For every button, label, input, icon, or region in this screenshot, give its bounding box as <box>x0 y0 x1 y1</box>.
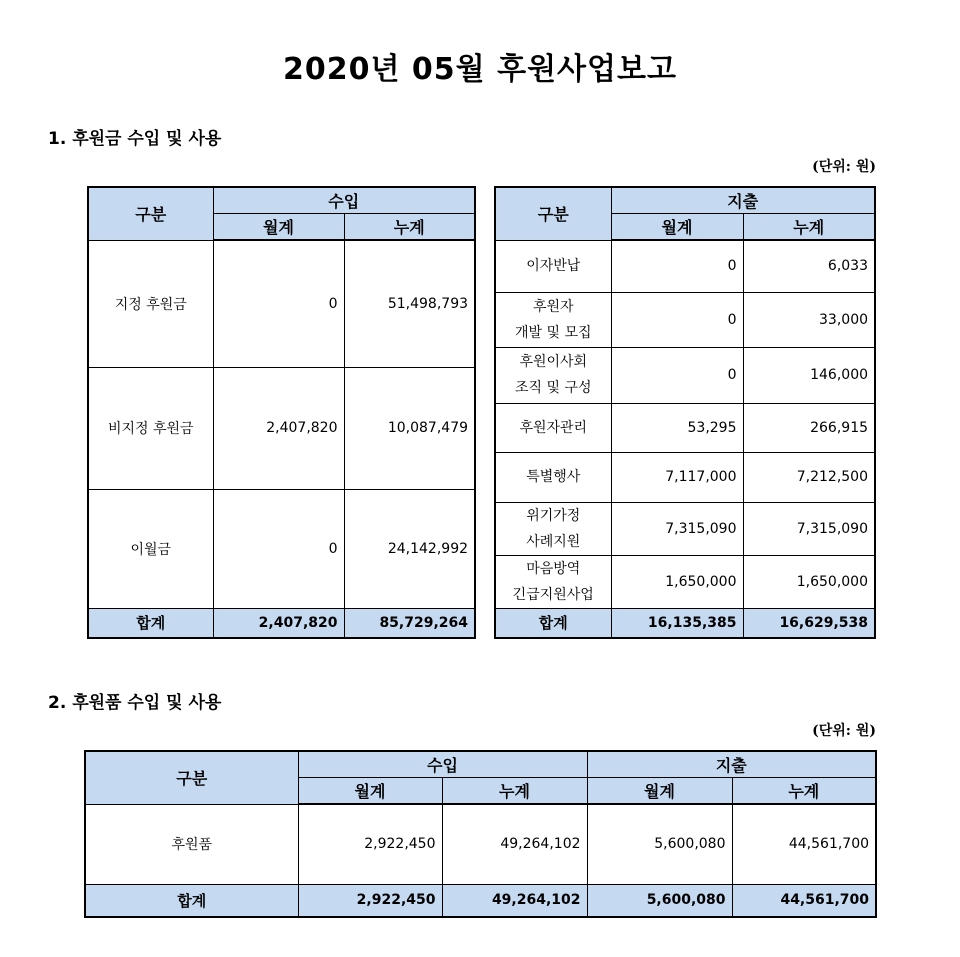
cumulative-value: 7,315,090 <box>743 502 875 555</box>
donated-goods-table <box>84 750 877 918</box>
donation-expense-table <box>494 186 876 639</box>
month-value: 1,650,000 <box>611 555 743 608</box>
section-2-heading: 2. 후원품 수입 및 사용 <box>48 693 222 713</box>
month-value: 7,315,090 <box>611 502 743 555</box>
header-cumulative: 누계 <box>743 213 875 240</box>
header-month: 월계 <box>611 213 743 240</box>
table-row <box>495 347 875 403</box>
total-expense-month: 5,600,080 <box>587 884 732 917</box>
month-value: 2,407,820 <box>213 367 344 489</box>
cumulative-value: 146,000 <box>743 347 875 403</box>
header-income-month: 월계 <box>298 777 442 804</box>
row-label: 후원자 개발 및 모집 <box>495 292 611 347</box>
row-label: 비지정 후원금 <box>88 367 213 489</box>
header-expense-month: 월계 <box>587 777 732 804</box>
header-expense: 지출 <box>587 751 876 777</box>
total-income-cumulative: 49,264,102 <box>442 884 587 917</box>
row-label: 지정 후원금 <box>88 240 213 367</box>
table-row <box>495 240 875 292</box>
cumulative-value: 33,000 <box>743 292 875 347</box>
header-income: 수입 <box>298 751 587 777</box>
row-label: 후원이사회 조직 및 구성 <box>495 347 611 403</box>
cumulative-value: 10,087,479 <box>344 367 475 489</box>
table-row <box>88 240 475 367</box>
header-category: 구분 <box>85 751 298 804</box>
header-income: 수입 <box>213 187 475 213</box>
month-value: 0 <box>213 489 344 608</box>
row-label: 이월금 <box>88 489 213 608</box>
total-label: 합계 <box>85 884 298 917</box>
header-category: 구분 <box>88 187 213 240</box>
cumulative-value: 266,915 <box>743 403 875 452</box>
section-1-unit: (단위: 원) <box>812 159 876 175</box>
cumulative-value: 51,498,793 <box>344 240 475 367</box>
table-row <box>495 555 875 608</box>
total-row <box>88 608 475 638</box>
total-cumulative: 16,629,538 <box>743 608 875 638</box>
expense-month-value: 5,600,080 <box>587 804 732 884</box>
section-1-heading: 1. 후원금 수입 및 사용 <box>48 129 222 149</box>
total-cumulative: 85,729,264 <box>344 608 475 638</box>
table-row <box>88 367 475 489</box>
row-label: 마음방역 긴급지원사업 <box>495 555 611 608</box>
header-category: 구분 <box>495 187 611 240</box>
expense-cumulative-value: 44,561,700 <box>732 804 876 884</box>
total-expense-cumulative: 44,561,700 <box>732 884 876 917</box>
table-row <box>495 502 875 555</box>
total-label: 합계 <box>88 608 213 638</box>
income-cumulative-value: 49,264,102 <box>442 804 587 884</box>
table-row <box>495 452 875 502</box>
row-label: 후원자관리 <box>495 403 611 452</box>
donation-income-table <box>87 186 476 639</box>
total-row <box>85 884 876 917</box>
row-label: 위기가정 사례지원 <box>495 502 611 555</box>
table-row <box>495 292 875 347</box>
header-expense-cumulative: 누계 <box>732 777 876 804</box>
row-label: 이자반납 <box>495 240 611 292</box>
total-row <box>495 608 875 638</box>
income-month-value: 2,922,450 <box>298 804 442 884</box>
header-cumulative: 누계 <box>344 213 475 240</box>
cumulative-value: 7,212,500 <box>743 452 875 502</box>
header-income-cumulative: 누계 <box>442 777 587 804</box>
header-expense: 지출 <box>611 187 875 213</box>
section-2-unit: (단위: 원) <box>812 723 876 739</box>
cumulative-value: 1,650,000 <box>743 555 875 608</box>
month-value: 0 <box>611 240 743 292</box>
total-label: 합계 <box>495 608 611 638</box>
total-month: 2,407,820 <box>213 608 344 638</box>
month-value: 0 <box>611 292 743 347</box>
month-value: 7,117,000 <box>611 452 743 502</box>
row-label: 후원품 <box>85 804 298 884</box>
month-value: 53,295 <box>611 403 743 452</box>
row-label: 특별행사 <box>495 452 611 502</box>
table-row <box>88 489 475 608</box>
table-row <box>495 403 875 452</box>
header-month: 월계 <box>213 213 344 240</box>
total-month: 16,135,385 <box>611 608 743 638</box>
cumulative-value: 6,033 <box>743 240 875 292</box>
month-value: 0 <box>213 240 344 367</box>
page-title: 2020년 05월 후원사업보고 <box>283 52 677 87</box>
month-value: 0 <box>611 347 743 403</box>
cumulative-value: 24,142,992 <box>344 489 475 608</box>
table-row <box>85 804 876 884</box>
total-income-month: 2,922,450 <box>298 884 442 917</box>
